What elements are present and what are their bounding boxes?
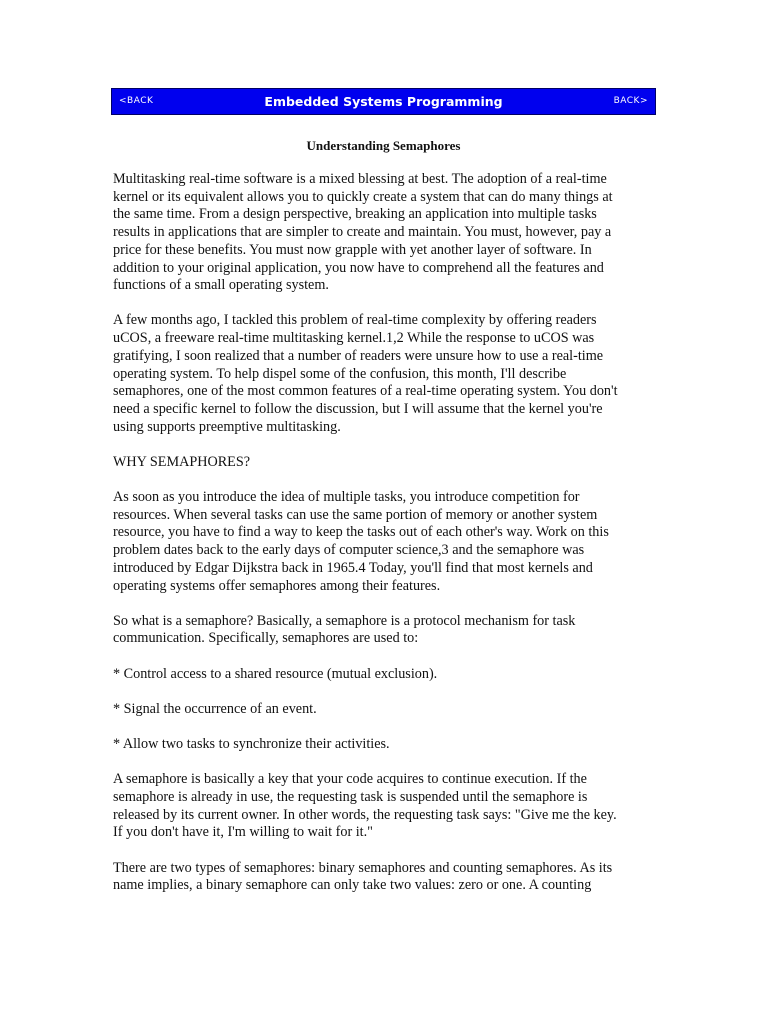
text-line: price for these benefits. You must now grapple with yet another layer of software. In [113, 241, 592, 258]
text-line: semaphore is already in use, the requesting task is suspended until the semaphore is [113, 788, 588, 805]
text-line: need a specific kernel to follow the discussion, but I will assume that the kernel you're [113, 400, 603, 417]
text-line: resource, you have to find a way to keep the tasks out of each other's way. Work on this [113, 524, 609, 541]
text-line: A few months ago, I tackled this problem of real-time complexity by offering readers [113, 312, 597, 329]
text-line: If you don't have it, I'm willing to wait for it." [113, 824, 373, 841]
text-line: gratifying, I soon realized that a number of readers were unsure how to use a real-time [113, 347, 604, 364]
text-line: operating systems offer semaphores among their features. [113, 577, 441, 594]
text-line: kernel or its equivalent allows you to quickly create a system that can do many things at [113, 188, 613, 205]
header-banner [111, 88, 656, 115]
article-paragraph [113, 666, 653, 684]
article-paragraph [113, 489, 653, 595]
publication-title: Embedded Systems Programming [264, 94, 503, 109]
text-line: released by its current owner. In other words, the requesting task says: "Give me the key. [113, 806, 617, 823]
text-line: introduced by Edgar Dijkstra back in 1965.4 Today, you'll find that most kernels and [113, 559, 593, 576]
text-line: As soon as you introduce the idea of multiple tasks, you introduce competition for [113, 489, 580, 506]
text-line: resources. When several tasks can use the same portion of memory or another system [113, 506, 598, 523]
text-line: * Allow two tasks to synchronize their activities. [113, 736, 390, 753]
text-line: operating system. To help dispel some of the confusion, this month, I'll describe [113, 365, 567, 382]
article-paragraph [113, 771, 653, 842]
text-line: the same time. From a design perspective, breaking an application into multiple tasks [113, 206, 597, 223]
back-link-left[interactable]: <BACK [119, 96, 154, 106]
article-title: Understanding Semaphores [306, 138, 461, 153]
text-line: Multitasking real-time software is a mixed blessing at best. The adoption of a real-time [113, 171, 607, 187]
article-body [113, 171, 653, 913]
text-line: So what is a semaphore? Basically, a semaphore is a protocol mechanism for task [113, 612, 576, 629]
text-line: functions of a small operating system. [113, 277, 329, 294]
article-paragraph [113, 860, 653, 895]
back-link-right[interactable]: BACK> [613, 96, 648, 106]
text-line: addition to your original application, you now have to comprehend all the features and [113, 259, 604, 276]
article-paragraph [113, 736, 653, 754]
article-paragraph [113, 613, 653, 648]
article-paragraph [113, 171, 653, 295]
text-line: semaphores, one of the most common features of a real-time operating system. You don't [113, 383, 618, 400]
text-line: name implies, a binary semaphore can only take two values: zero or one. A counting [113, 877, 592, 894]
article-paragraph [113, 312, 653, 436]
text-line: problem dates back to the early days of computer science,3 and the semaphore was [113, 542, 585, 559]
text-line: * Control access to a shared resource (mutual exclusion). [113, 665, 438, 682]
text-line: using supports preemptive multitasking. [113, 418, 341, 435]
text-line: There are two types of semaphores: binary semaphores and counting semaphores. As its [113, 859, 613, 876]
text-line: uCOS, a freeware real-time multitasking kernel.1,2 While the response to uCOS was [113, 330, 595, 347]
text-line: WHY SEMAPHORES? [113, 453, 251, 470]
article-paragraph [113, 701, 653, 719]
text-line: * Signal the occurrence of an event. [113, 700, 317, 717]
text-line: A semaphore is basically a key that your code acquires to continue execution. If the [113, 771, 587, 788]
text-line: communication. Specifically, semaphores are used to: [113, 630, 419, 647]
text-line: results in applications that are simpler to create and maintain. You must, however, pay a [113, 224, 612, 241]
article-paragraph [113, 454, 653, 472]
